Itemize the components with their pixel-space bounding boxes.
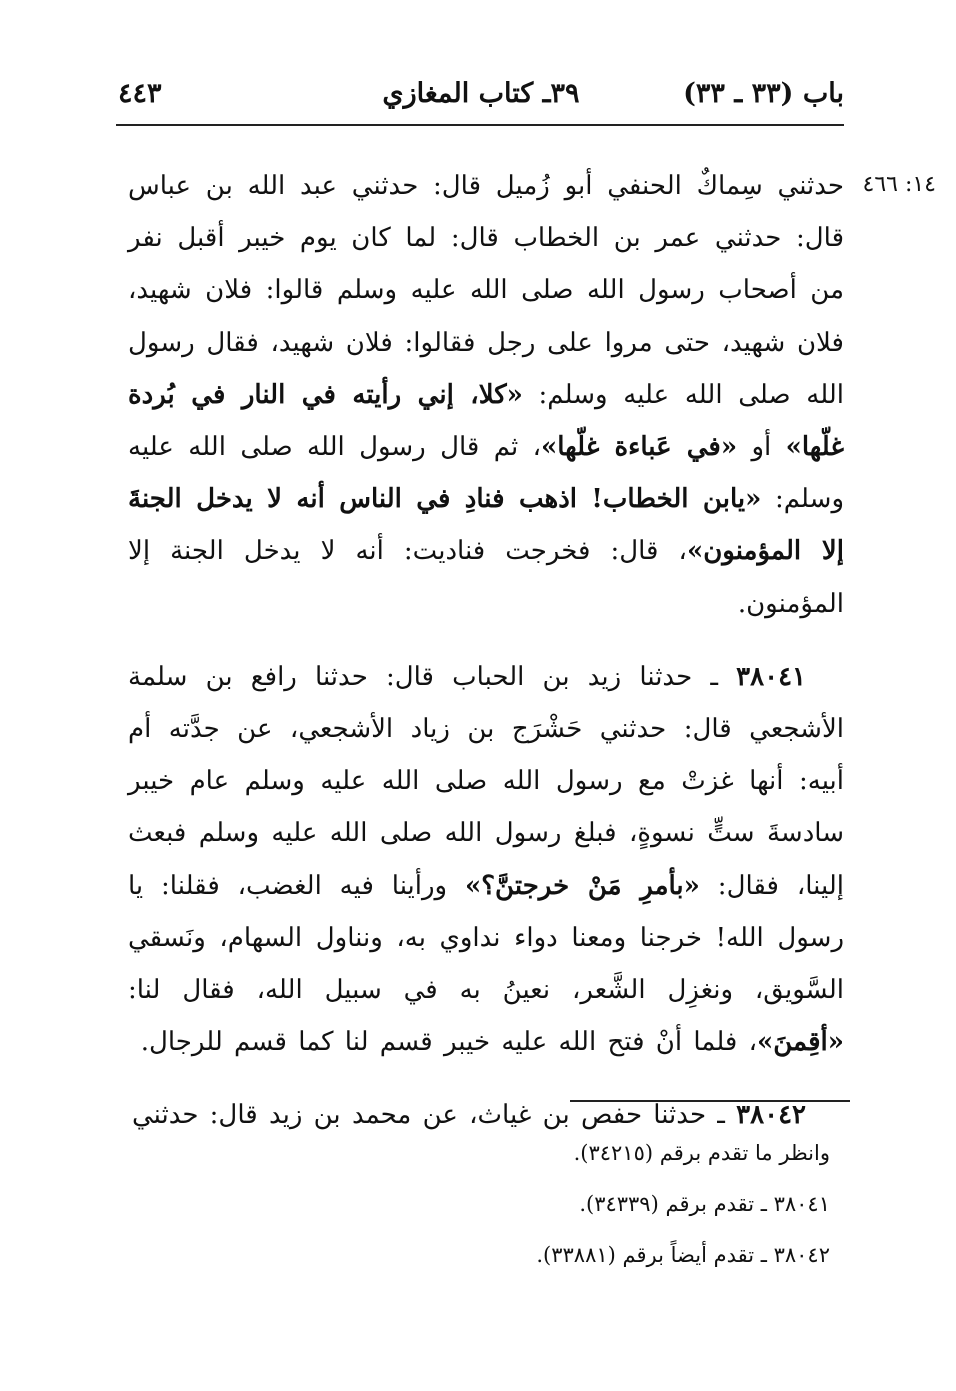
book-title: ٣٩ـ كتاب المغازي <box>382 78 580 109</box>
text-segment: ، فلما أنْ فتح الله عليه خيبر قسم لنا كما قسم للرجال. <box>140 1027 758 1058</box>
hadith-paragraph-1 <box>128 160 844 630</box>
footnote: وانظر ما تقدم برقم (٣٤٢١٥). <box>573 1141 830 1165</box>
text-segment: أو <box>737 432 786 463</box>
text-segment: ـ حدثنا حفص بن غياث، عن محمد بن زيد قال: حدثني <box>131 1100 737 1131</box>
margin-reference: ١٤: ٤٦٦ <box>862 172 936 197</box>
text-segment: ـ حدثنا زيد بن الحباب قال: حدثنا رافع بن سلمة الأشجعي قال: حدثني حَشْرَج بن زياد الأشجعي، عن جدَّته أم أبيه: أنها غزتْ مع رسول الله صلى الله عليه وسلم عام خيبر سادسةَ ستٍّ نسوةٍ، فبلغ رسول الله صلى الله عليه وسلم فبعث إلينا، فقال: <box>128 661 844 901</box>
prophet-quote: «أقِمنَ» <box>757 1027 844 1058</box>
header-rule <box>116 124 844 126</box>
prophet-quote: «يابن الخطاب! اذهب فنادِ في الناس أنه لا يدخل الجنةَ إلا المؤمنون» <box>128 484 844 567</box>
text-segment: حدثني سِماكٌ الحنفي أبو زُميل قال: حدثني عبد الله بن عباس قال: حدثني عمر بن الخطاب قال: لما كان يوم خيبر أقبل نفر من أصحاب رسول الله صلى الله عليه وسلم قالوا: فلان شهيد، فلان شهيد، حتى مروا على رجل فقالوا: فلان شهيد، فقال رسول الله صلى الله عليه وسلم: <box>128 171 844 410</box>
main-text <box>128 160 844 1142</box>
prophet-quote: «في عَباءة غلّها» <box>540 432 738 463</box>
text-segment: ، قال: فخرجت فناديت: أنه لا يدخل الجنة إلا المؤمنون. <box>128 536 844 619</box>
footnote: ٣٨٠٤٢ ـ تقدم أيضاً برقم (٣٣٨٨١). <box>536 1243 830 1267</box>
prophet-quote: «بأمرِ مَنْ خرجتنَّ؟» <box>465 870 700 901</box>
page-number: ٤٤٣ <box>118 78 162 109</box>
hadith-number: ٣٨٠٤١ <box>736 661 806 692</box>
footnotes <box>128 1128 844 1281</box>
prophet-quote: «كلا، إني رأيته في النار في بُردة غلّها» <box>128 379 844 463</box>
text-segment: ، ثم قال رسول الله صلى الله عليه وسلم: <box>128 432 844 515</box>
running-header <box>118 72 844 122</box>
hadith-number: ٣٨٠٤٢ <box>736 1100 806 1131</box>
footnote: ٣٨٠٤١ ـ تقدم برقم (٣٤٣٣٩). <box>579 1192 830 1216</box>
hadith-paragraph-2 <box>128 651 844 1069</box>
text-segment: ورأينا فيه الغضب، فقلنا: يا رسول الله! خرجنا ومعنا دواء نداوي به، ونناول السهام، ونَسقي السَّويق، ونغزِل الشَّعر، نعينُ به في سبيل الله، فقال لنا: <box>128 870 844 1006</box>
chapter-heading: باب (٣٣ ـ ٣٣) <box>683 78 844 109</box>
footnote-rule <box>570 1100 850 1102</box>
